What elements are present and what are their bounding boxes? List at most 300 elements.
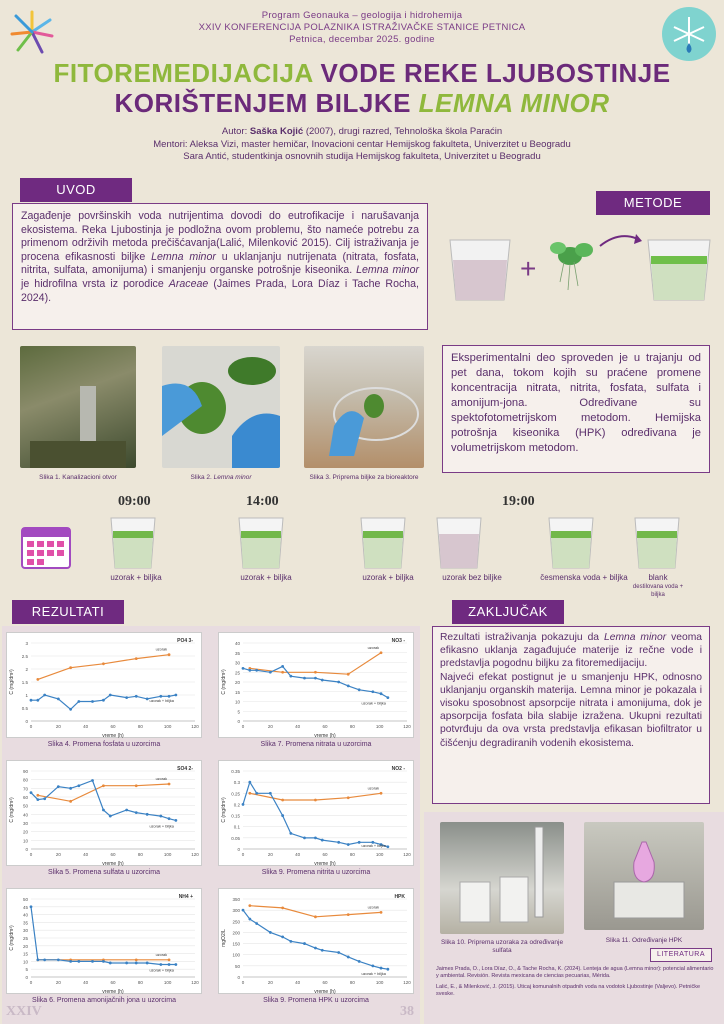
methods-illustration [440,226,720,306]
data-point [358,841,361,844]
x-axis-label: vreme (h) [102,861,124,867]
header-program: Program Geonauka – geologija i hidrohemija [261,10,463,21]
data-point [386,845,389,848]
data-point [242,667,245,670]
x-tick-label: 120 [191,980,199,985]
y-tick-label: 0 [237,975,240,980]
chart-caption-2: Slika 7. Promena nitrata u uzorcima [260,741,372,748]
data-point [69,708,72,711]
y-axis-label: C (mg/dm³) [9,669,15,695]
y-tick-label: 80 [22,777,28,783]
data-point [303,677,306,680]
series-label: uzorak + biljka [149,968,174,973]
footer-left: XXIV [6,1004,42,1019]
uvod-box [12,203,428,330]
y-tick-label: 3 [25,641,28,646]
y-tick-label: 10 [234,699,240,705]
data-point [36,798,39,801]
x-tick-label: 100 [375,724,384,729]
data-point [269,671,272,674]
data-point [255,669,258,672]
data-point [102,784,105,787]
data-point [30,699,33,702]
series-label: uzorak [155,777,168,781]
x-tick-label: 120 [191,724,199,729]
rezultati-label: REZULTATI [12,600,124,624]
y-tick-label: 30 [22,821,28,826]
series-label: uzorak + biljka [361,972,386,976]
x-tick-label: 80 [349,980,355,985]
data-point [242,803,245,806]
data-point [146,962,149,965]
x-tick-label: 60 [322,980,328,985]
x-axis-label: vreme (h) [314,733,336,739]
x-tick-label: 20 [267,980,273,985]
y-tick-label: 40 [22,912,28,918]
cup-6 [632,514,682,570]
chart-caption-6: Slika 9. Promena HPK u uzorcima [263,997,369,1004]
chart-svg-6 [219,889,415,995]
chart-svg-3 [7,761,203,867]
y-tick-label: 0.2 [233,802,240,808]
charts-grid [6,632,416,1022]
x-tick-label: 60 [322,852,328,857]
reference-2: Lalić, E., & Milenković, J. (2015). Uticaj komunalnih otpadnih voda na vodotok Ljubostinje (Valjevo). Petničke sveske. [436,984,701,997]
photo-bioreactor-prep [304,346,424,468]
data-point [281,935,284,938]
data-point [43,958,46,961]
x-tick-label: 0 [241,980,245,985]
author-info: (2007), drugi razred, Tehnološka škola Paraćin [303,126,503,137]
photo-hpk [584,822,704,930]
data-point [347,796,350,799]
chart-card-2 [218,632,414,738]
uvod-label: UVOD [20,178,132,202]
y-tick-label: 15 [234,689,240,695]
y-tick-label: 0 [237,847,240,852]
x-tick-label: 60 [110,852,116,857]
y-tick-label: 0.1 [233,824,240,830]
caption-2-label: Slika 2. [190,474,214,481]
cup-2 [236,514,286,570]
x-axis-label: vreme (h) [314,989,336,995]
data-point [380,651,383,654]
y-tick-label: 0 [25,719,28,724]
uvod-p3: je hidrofilna vrsta iz porodice [21,277,169,290]
x-tick-label: 120 [403,724,411,729]
conference-header [100,10,624,46]
y-tick-label: 300 [232,908,240,914]
y-tick-label: 0.3 [233,780,240,786]
x-tick-label: 60 [322,724,328,729]
x-tick-label: 0 [241,852,245,857]
series-line-uzorak [38,655,169,680]
cup-label-7: destilovana voda + biljka [632,584,684,598]
data-point [125,962,128,965]
chart-card-6 [218,888,414,994]
cup-4 [434,514,484,570]
zaklj-p1b: veoma efikasno uklanja zagađujuće materije iz rečne vode i predstavlja pogodnu biljku za fitoremedijaciju. [440,632,702,670]
y-tick-label: 60 [22,795,28,800]
y-tick-label: 100 [232,952,240,958]
series-label: uzorak [367,905,380,910]
y-tick-label: 35 [234,650,240,656]
data-point [337,951,340,954]
y-tick-label: 350 [232,897,240,902]
data-point [289,832,292,835]
cup-label-1: uzorak + biljka [110,573,162,582]
zakljucak-box [432,626,710,804]
y-tick-label: 0.5 [21,706,28,711]
series-line-uzorak-biljka [243,910,388,969]
series-line-uzorak [250,906,381,917]
data-point [358,960,361,963]
y-tick-label: 0 [25,975,28,980]
data-point [91,700,94,703]
series-line-uzorak-biljka [31,907,176,965]
chart-title: HPK [394,894,405,900]
y-tick-label: 5 [237,709,240,715]
y-tick-label: 10 [22,838,28,844]
references [436,966,714,998]
data-point [314,836,317,839]
x-tick-label: 120 [191,852,199,857]
data-point [314,799,317,802]
data-point [289,940,292,943]
data-point [321,839,324,842]
data-point [135,784,138,787]
chart-svg-1 [7,633,203,739]
data-point [109,694,112,697]
cup-3 [358,514,408,570]
chart-caption-5: Slika 6. Promena amonijačnih jona u uzorcima [32,997,176,1004]
data-point [168,817,171,820]
title-part2: VODE REKE LJUBOSTINJE [312,58,671,88]
chart-card-1 [6,632,202,738]
data-point [248,792,251,795]
chart-svg-5 [7,889,203,995]
reference-1: Jaimes Prada, O., Lora Díaz, O., & Tache Rocha, K. (2024). Lenteja de agua (Lemna minor): potencial alimentario y ambiental. Revisión. Revista mexicana de ciencias pecuarias, Mérida. [436,966,714,979]
data-point [248,918,251,921]
poster-title [0,58,724,118]
chart-caption-1: Slika 4. Promena fosfata u uzorcima [47,741,161,748]
chart-title: NO2 - [391,766,405,772]
chart-title: SO4 2- [177,766,193,772]
y-axis-label: C (mg/dm³) [221,797,227,823]
chart-card-4 [218,760,414,866]
data-point [36,794,39,797]
y-tick-label: 70 [22,786,28,792]
y-tick-label: 20 [234,680,240,685]
x-tick-label: 40 [83,980,89,985]
y-tick-label: 30 [22,928,28,934]
x-tick-label: 40 [295,724,301,729]
caption-3: Slika 3. Priprema biljke za bioreaktore [309,474,419,481]
data-point [347,843,350,846]
y-axis-label: C (mg/dm³) [221,669,227,695]
data-point [347,913,350,916]
y-axis-label: C (mg/dm³) [9,925,15,951]
cup-1 [108,514,158,570]
data-point [281,799,284,802]
chart-card-3 [6,760,202,866]
x-tick-label: 40 [83,724,89,729]
data-point [347,673,350,676]
data-point [159,695,162,698]
y-tick-label: 30 [234,660,240,666]
series-label: uzorak + biljka [149,824,174,829]
data-point [337,681,340,684]
cup-label-2: uzorak + biljka [240,573,292,582]
y-tick-label: 150 [232,941,240,947]
data-point [159,963,162,966]
metode-box [442,345,710,473]
data-point [57,698,60,701]
data-point [168,695,171,698]
data-point [174,694,177,697]
y-tick-label: 50 [22,803,28,809]
y-tick-label: 1.5 [21,680,28,685]
data-point [248,781,251,784]
uvod-i2: Lemna minor [356,264,419,277]
data-point [269,931,272,934]
zakljucak-label: ZAKLJUČAK [452,600,564,624]
data-point [168,958,171,961]
x-tick-label: 80 [349,724,355,729]
cup-label-5: česmenska voda + biljka [540,573,628,582]
data-point [281,814,284,817]
data-point [269,792,272,795]
x-tick-label: 100 [375,852,384,857]
data-point [174,819,177,822]
y-tick-label: 0 [237,719,240,724]
zaklj-p1i: Lemna minor [603,632,667,643]
data-point [314,677,317,680]
y-tick-label: 0.05 [231,835,240,841]
series-label: uzorak [155,647,168,652]
series-label: uzorak [367,645,380,650]
footer-page: 38 [400,1004,414,1019]
metode-label: METODE [596,191,710,215]
data-point [168,653,171,656]
cups-row [100,514,710,604]
caption-2-species: Lemna minor [213,474,252,481]
photo-sulfate-prep [440,822,564,934]
data-point [91,960,94,963]
title-part1: FITOREMEDIJACIJA [53,58,313,88]
y-tick-label: 20 [22,829,28,835]
data-point [135,958,138,961]
y-tick-label: 1 [25,693,28,698]
x-tick-label: 20 [55,724,61,729]
data-point [386,968,389,971]
data-point [380,792,383,795]
data-point [69,787,72,790]
series-label: uzorak + biljka [149,699,174,703]
y-tick-label: 2 [25,667,28,672]
zaklj-p2: Najveći efekat postignut je u smanjenju HPK, odnosno uklanjanju organskih materija. Lemna minor je pokazala i visoku sposobnost apsorpcije nitrata i amonijuma, dok je apsorpcija fosfata bila slabije izražena. Ukupni rezultati potvrđuju da ova vrsta predstavlja efikasan biofiltrator u čišćenju degradiranih vodenih ekosistema. [440,671,702,749]
zaklj-p1a: Rezultati istraživanja pokazuju da [440,632,604,643]
chart-title: NH4 + [178,894,193,900]
header-conference: XXIV KONFERENCIJA POLAZNIKA ISTRAŽIVAČKE STANICE PETNICA [198,22,526,33]
x-tick-label: 0 [29,724,33,729]
y-tick-label: 2.5 [21,654,28,659]
caption-11: Slika 11. Određivanje HPK [605,937,683,944]
x-tick-label: 80 [137,724,143,729]
header-date: Petnica, decembar 2025. godine [289,34,435,45]
time-1900: 19:00 [502,494,535,509]
caption-2 [160,474,282,482]
data-point [371,690,374,693]
y-tick-label: 5 [25,967,28,973]
time-1400: 14:00 [246,494,279,509]
data-point [135,695,138,698]
data-point [91,779,94,782]
chart-caption-3: Slika 5. Promena sulfata u uzorcima [47,869,161,876]
geonauka-logo [660,5,718,63]
cup-label-4: uzorak bez biljke [442,573,502,582]
x-tick-label: 40 [83,852,89,857]
y-tick-label: 0.35 [231,769,240,774]
data-point [69,666,72,669]
y-tick-label: 10 [22,959,28,965]
data-point [43,694,46,697]
data-point [314,915,317,918]
author-label: Autor: [221,126,250,137]
data-point [102,662,105,665]
data-point [135,657,138,660]
data-point [242,909,245,912]
data-point [125,809,128,812]
data-point [347,956,350,959]
series-label: uzorak + biljka [361,701,386,706]
chart-card-5 [6,888,202,994]
x-tick-label: 20 [55,980,61,985]
data-point [36,678,39,681]
data-point [168,963,171,966]
x-tick-label: 0 [29,980,33,985]
series-label: uzorak [367,786,380,791]
mentor-2: Sara Antić, studentkinja osnovnih studija Hemijskog fakulteta, Univerzitet u Beogradu [183,151,541,162]
caption-10: Slika 10. Priprema uzoraka za određivanje sulfata [440,939,564,954]
x-tick-label: 60 [110,724,116,729]
data-point [289,675,292,678]
uvod-p2: u uklanjanju nutrijenata (nitrata, fosfata, nitrita, sulfata, amonijuma) i smanjenju organske potrošnje kiseonika. [21,250,419,277]
x-tick-label: 100 [375,980,384,985]
y-tick-label: 20 [22,943,28,949]
y-axis-label: C (mg/dm³) [9,797,15,823]
data-point [386,696,389,699]
caption-1: Slika 1. Kanalizacioni otvor [39,474,117,481]
mentor-1: Mentori: Aleksa Vizi, master hemičar, Inovacioni centar Hemijskog fakulteta, Univerzitet u Beogradu [153,138,571,150]
y-tick-label: 0 [25,847,28,852]
series-label: uzorak [155,952,168,957]
authors-block [40,126,684,164]
chart-caption-4: Slika 9. Promena nitrita u uzorcima [261,869,371,876]
photo-sewer [20,346,136,468]
y-tick-label: 25 [234,670,240,676]
data-point [57,958,60,961]
data-point [30,791,33,794]
y-tick-label: 200 [232,930,240,936]
x-tick-label: 100 [163,852,172,857]
data-point [43,797,46,800]
uvod-i3: Araceae [168,277,209,290]
literatura-label: LITERATURA [650,948,712,962]
y-tick-label: 40 [234,641,240,646]
data-point [303,836,306,839]
x-tick-label: 20 [55,852,61,857]
data-point [255,792,258,795]
data-point [371,964,374,967]
x-tick-label: 20 [267,724,273,729]
data-point [168,783,171,786]
author-name: Saška Kojić [249,126,304,137]
x-tick-label: 40 [295,852,301,857]
title-part4: LEMNA MINOR [418,88,610,118]
data-point [36,699,39,702]
y-tick-label: 40 [22,812,28,818]
uvod-p1: Zagađenje površinskih voda nutrijentima dovodi do eutrofikacije i narušavanja ekosistema. Reka Ljubostinja je podložna ovom problemu, što nameće potrebu za primenom održivih metoda prečišćavanja(Lalić, Milenković 2015). Cilj istraživanja je procena efikasnosti biljke [21,210,419,263]
time-0900: 09:00 [118,494,151,509]
data-point [69,800,72,803]
data-point [102,809,105,812]
data-point [102,699,105,702]
cup-5 [546,514,596,570]
calendar-icon [20,522,72,570]
x-tick-label: 0 [241,724,245,729]
data-point [255,922,258,925]
y-axis-label: mgO2/L [221,929,227,947]
y-tick-label: 0.15 [231,813,240,819]
x-tick-label: 80 [349,852,355,857]
y-tick-label: 0.25 [231,791,240,797]
x-axis-label: vreme (h) [314,861,336,867]
x-tick-label: 60 [110,980,116,985]
data-point [358,688,361,691]
cup-label-3: uzorak + biljka [362,573,414,582]
x-axis-label: vreme (h) [102,733,124,739]
data-point [380,967,383,970]
x-tick-label: 80 [137,980,143,985]
photo-lemna [162,346,280,468]
chart-title: PO4 3- [177,638,193,644]
data-point [77,700,80,703]
data-point [125,696,128,699]
y-tick-label: 45 [22,904,28,910]
data-point [102,960,105,963]
data-point [135,811,138,814]
data-point [77,784,80,787]
data-point [146,813,149,816]
y-tick-label: 50 [22,897,28,902]
x-tick-label: 80 [137,852,143,857]
data-point [30,905,33,908]
y-tick-label: 250 [232,919,240,925]
data-point [174,963,177,966]
data-point [146,698,149,701]
y-tick-label: 90 [22,769,28,774]
data-point [281,907,284,910]
series-label: uzorak + biljka [361,844,386,848]
data-point [321,949,324,952]
x-tick-label: 100 [163,980,172,985]
data-point [281,665,284,668]
data-point [135,962,138,965]
x-axis-label: vreme (h) [102,989,124,995]
x-tick-label: 120 [403,980,411,985]
y-tick-label: 15 [22,951,28,957]
